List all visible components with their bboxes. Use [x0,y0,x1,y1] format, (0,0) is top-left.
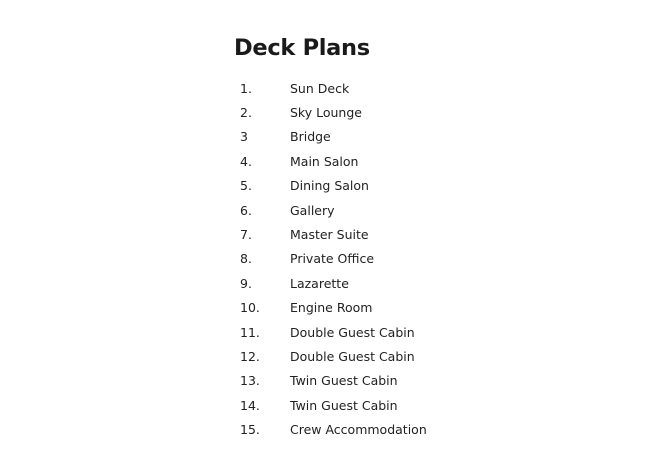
list-item [240,296,500,320]
deck-plan-legend [240,76,500,442]
item-number: 8. [240,251,252,267]
item-number: 10. [240,300,260,316]
page-title: Deck Plans [234,35,370,61]
item-label: Engine Room [290,300,373,316]
list-item [240,125,500,149]
item-label: Double Guest Cabin [290,324,415,340]
list-item [240,174,500,198]
item-label: Twin Guest Cabin [290,397,398,413]
list-item [240,344,500,368]
item-label: Sun Deck [290,80,350,96]
list-item [240,369,500,393]
item-number: 13. [240,373,260,389]
list-item [240,393,500,417]
list-item [240,247,500,271]
item-number: 11. [240,324,260,340]
item-number: 6. [240,202,252,218]
item-label: Master Suite [290,227,369,243]
item-label: Double Guest Cabin [290,348,415,364]
item-number: 12. [240,348,260,364]
item-label: Crew Accommodation [290,422,427,438]
item-number: 4. [240,153,252,169]
item-label: Bridge [290,129,331,145]
item-number: 9. [240,275,252,291]
list-item [240,271,500,295]
item-number: 3 [240,129,248,145]
item-number: 2. [240,105,252,121]
item-label: Sky Lounge [290,105,362,121]
item-label: Dining Salon [290,178,369,194]
list-item [240,149,500,173]
item-number: 15. [240,422,260,438]
list-item [240,198,500,222]
item-label: Twin Guest Cabin [290,373,398,389]
item-number: 1. [240,80,252,96]
item-label: Main Salon [290,153,359,169]
list-item [240,417,500,441]
item-label: Lazarette [290,275,349,291]
item-label: Gallery [290,202,335,218]
list-item [240,222,500,246]
item-label: Private Office [290,251,375,267]
list-item [240,76,500,100]
item-number: 5. [240,178,252,194]
item-number: 14. [240,397,260,413]
item-number: 7. [240,227,252,243]
list-item [240,320,500,344]
list-item [240,100,500,124]
